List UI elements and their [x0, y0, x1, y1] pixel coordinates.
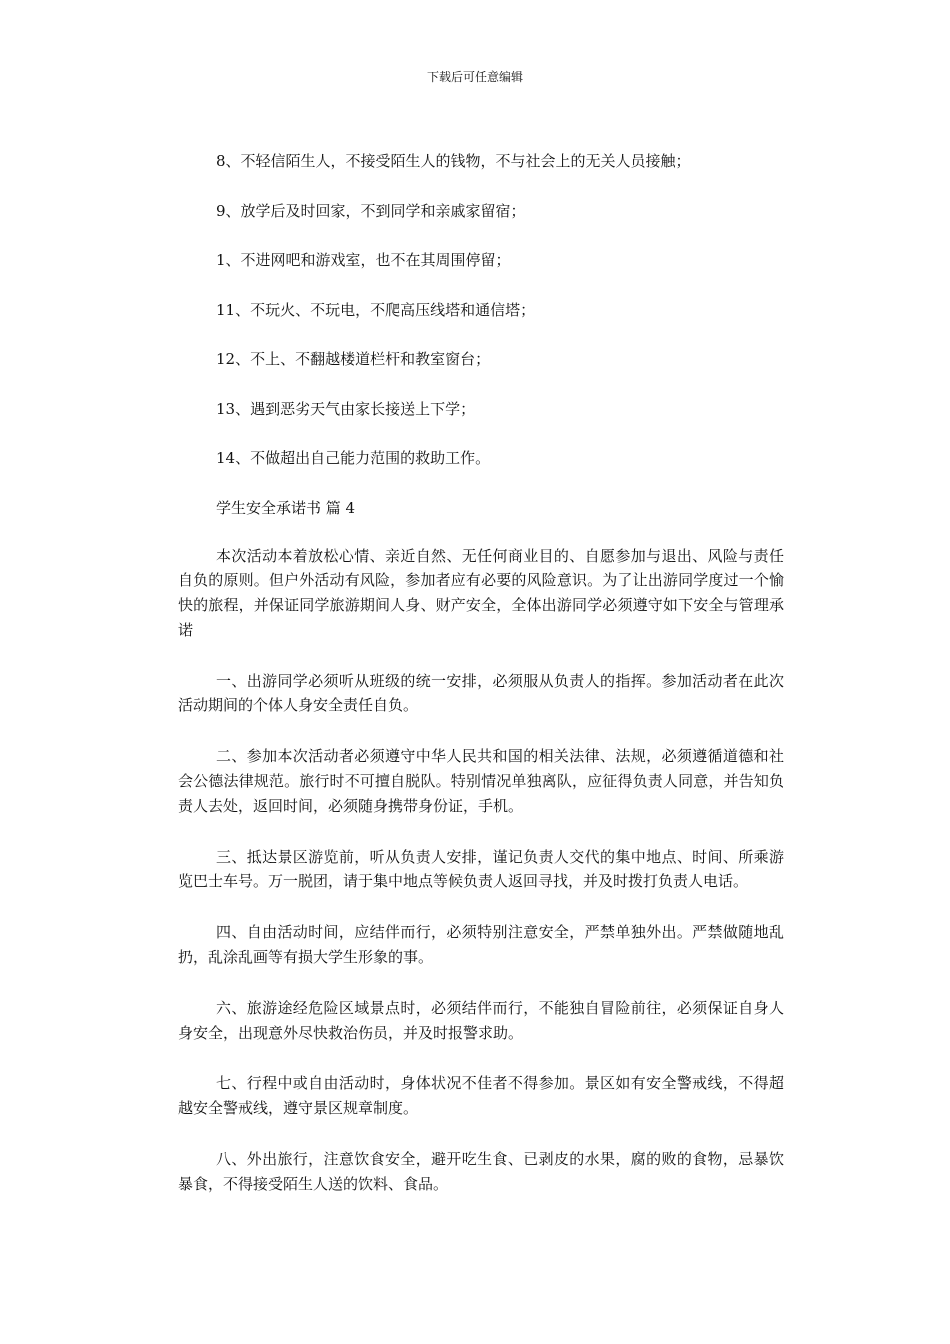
paragraph-clause-1: 一、出游同学必须听从班级的统一安排，必须服从负责人的指挥。参加活动者在此次活动期间的个体人身安全责任自负。	[178, 671, 784, 715]
page-header: 下载后可任意编辑	[426, 70, 523, 84]
list-item: 11、不玩火、不玩电，不爬高压线塔和通信塔；	[216, 300, 536, 319]
paragraph-intro: 本次活动本着放松心情、亲近自然、无任何商业目的、自愿参加与退出、风险与责任自负的原则。但户外活动有风险，参加者应有必要的风险意识。为了让出游同学度过一个愉快的旅程，并保证同学旅游期间人身、财产安全，全体出游同学必须遵守如下安全与管理承诺	[178, 546, 784, 639]
paragraph-clause-2: 二、参加本次活动者必须遵守中华人民共和国的相关法律、法规，必须遵循道德和社会公德法律规范。旅行时不可擅自脱队。特别情况单独离队，应征得负责人同意，并告知负责人去处，返回时间，必须随身携带身份证，手机。	[178, 747, 784, 815]
paragraph-clause-6: 六、旅游途经危险区域景点时，必须结伴而行，不能独自冒险前往，必须保证自身人身安全，出现意外尽快救治伤员，并及时报警求助。	[178, 998, 784, 1042]
list-item: 8、不轻信陌生人，不接受陌生人的钱物，不与社会上的无关人员接触；	[216, 152, 691, 170]
paragraph-clause-8: 八、外出旅行，注意饮食安全，避开吃生食、已剥皮的水果，腐的败的食物，忌暴饮暴食，不得接受陌生人送的饮料、食品。	[178, 1150, 784, 1193]
document-body	[178, 150, 784, 1223]
paragraph-clause-7: 七、行程中或自由活动时，身体状况不佳者不得参加。景区如有安全警戒线，不得超越安全警戒线，遵守景区规章制度。	[178, 1074, 784, 1118]
list-item: 1、不进网吧和游戏室，也不在其周围停留；	[216, 251, 511, 269]
list-item: 9、放学后及时回家，不到同学和亲戚家留宿；	[216, 201, 526, 220]
list-item: 12、不上、不翻越楼道栏杆和教室窗台；	[216, 350, 491, 368]
paragraph-clause-3: 三、抵达景区游览前，听从负责人安排，谨记负责人交代的集中地点、时间、所乘游览巴士车号。万一脱团，请于集中地点等候负责人返回寻找，并及时拨打负责人电话。	[178, 847, 784, 891]
list-item: 14、不做超出自己能力范围的救助工作。	[216, 449, 491, 467]
paragraph-clause-4: 四、自由活动时间，应结伴而行，必须特别注意安全，严禁单独外出。严禁做随地乱扔，乱涂乱画等有损大学生形象的事。	[178, 923, 784, 967]
section-title: 学生安全承诺书 篇 4	[216, 498, 356, 517]
list-item: 13、遇到恶劣天气由家长接送上下学；	[216, 399, 476, 418]
